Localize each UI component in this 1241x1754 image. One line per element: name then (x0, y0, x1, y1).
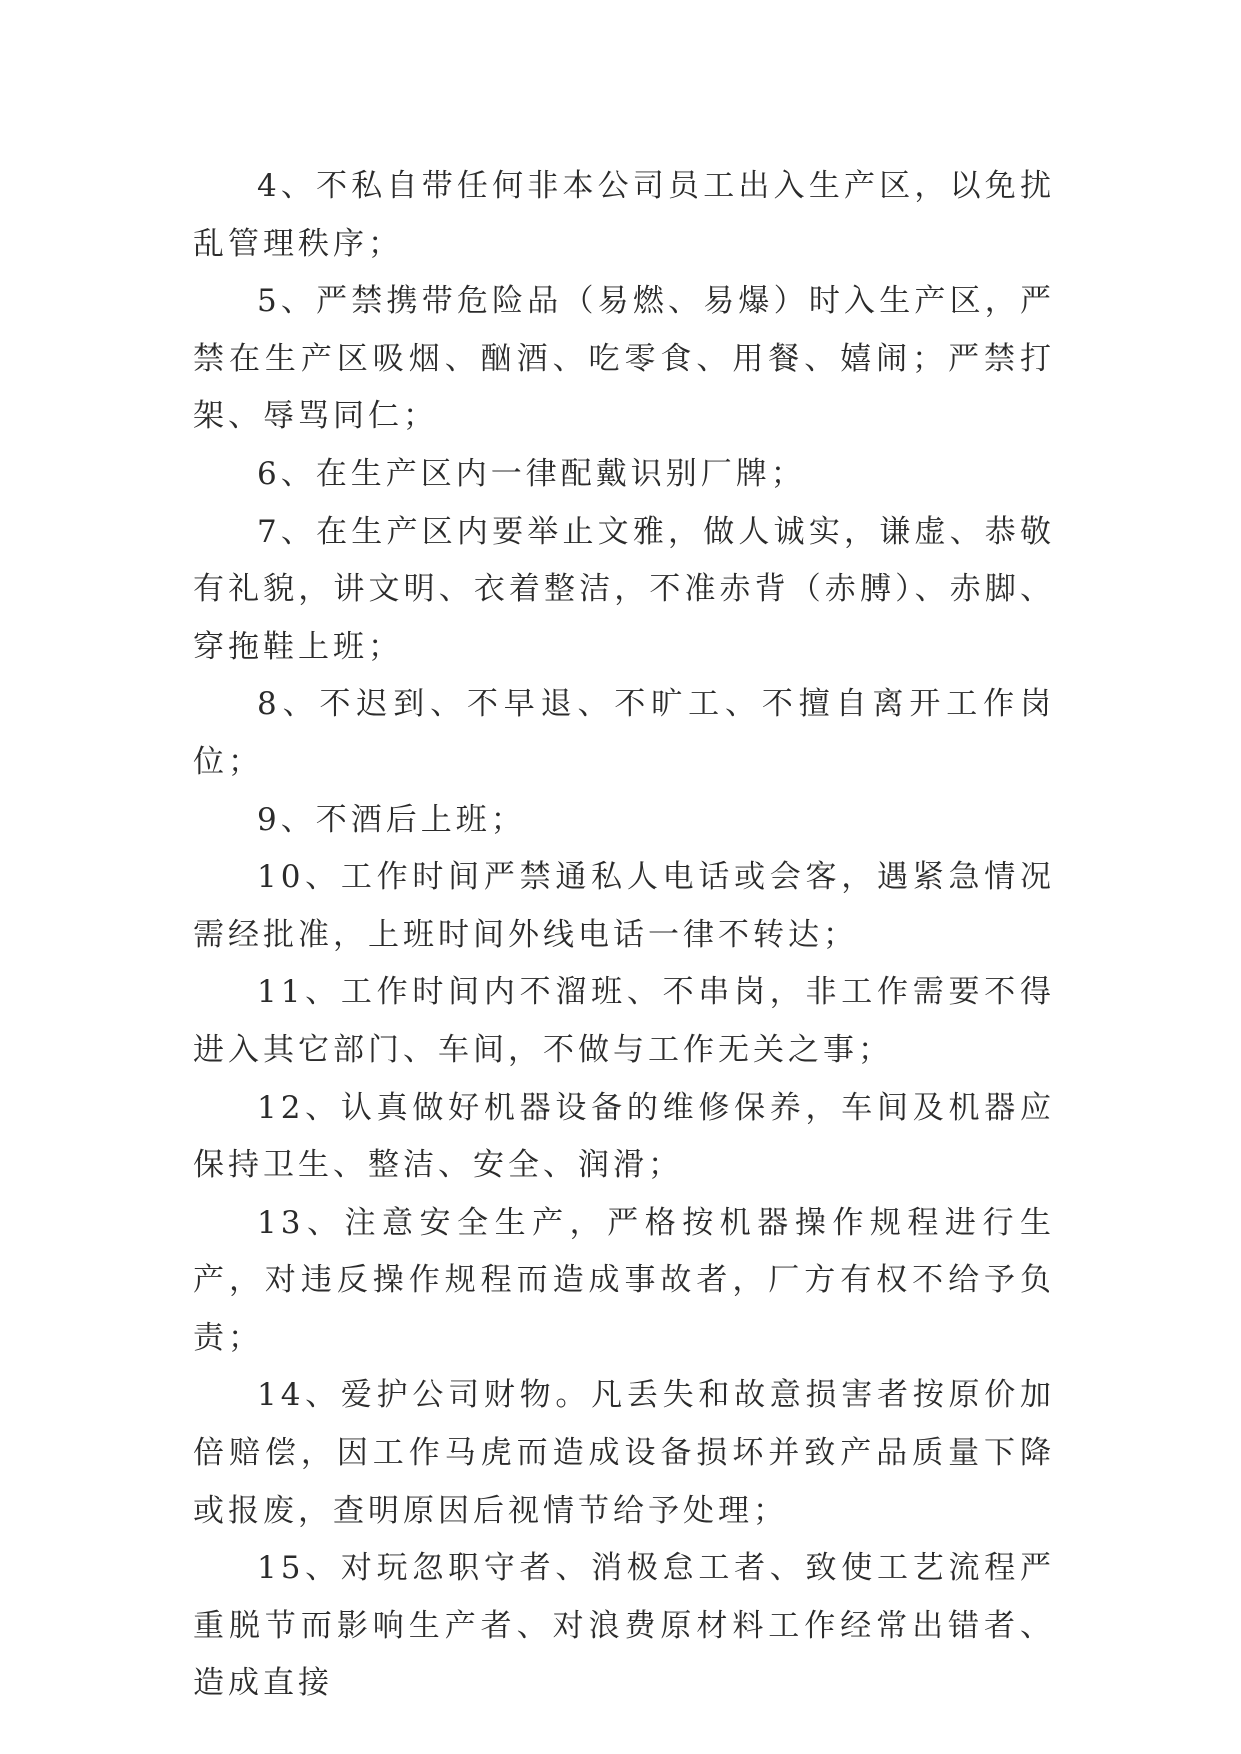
rule-item-14: 14、爱护公司财物。凡丢失和故意损害者按原价加倍赔偿，因工作马虎而造成设备损坏并致产品质量下降或报废，查明原因后视情节给予处理； (193, 1377, 1055, 1529)
rule-item-8: 8、不迟到、不早退、不旷工、不擅自离开工作岗位； (193, 686, 1055, 780)
rule-item-6: 6、在生产区内一律配戴识别厂牌； (257, 455, 806, 492)
rule-item-7: 7、在生产区内要举止文雅，做人诚实，谦虚、恭敬有礼貌，讲文明、衣着整洁，不准赤背（赤膊）、赤脚、穿拖鞋上班； (193, 513, 1055, 665)
rule-item-15: 15、对玩忽职守者、消极怠工者、致使工艺流程严重脱节而影响生产者、对浪费原材料工作经常出错者、造成直接 (193, 1550, 1055, 1702)
rule-item-9: 9、不酒后上班； (257, 801, 526, 838)
rule-item-5: 5、严禁携带危险品（易燃、易爆）时入生产区，严禁在生产区吸烟、酗酒、吃零食、用餐、嬉闹；严禁打架、辱骂同仁； (193, 283, 1055, 435)
rule-item-11: 11、工作时间内不溜班、不串岗，非工作需要不得进入其它部门、车间，不做与工作无关之事； (193, 974, 1055, 1068)
rule-item-13: 13、注意安全生产，严格按机器操作规程进行生产，对违反操作规程而造成事故者，厂方有权不给予负责； (193, 1204, 1055, 1356)
document-page (193, 158, 1055, 1713)
rule-item-12: 12、认真做好机器设备的维修保养，车间及机器应保持卫生、整洁、安全、润滑； (193, 1089, 1055, 1184)
rule-item-4: 4、不私自带任何非本公司员工出入生产区，以免扰乱管理秩序； (193, 168, 1055, 262)
rule-item-10: 10、工作时间严禁通私人电话或会客，遇紧急情况需经批准，上班时间外线电话一律不转达； (193, 859, 1055, 953)
